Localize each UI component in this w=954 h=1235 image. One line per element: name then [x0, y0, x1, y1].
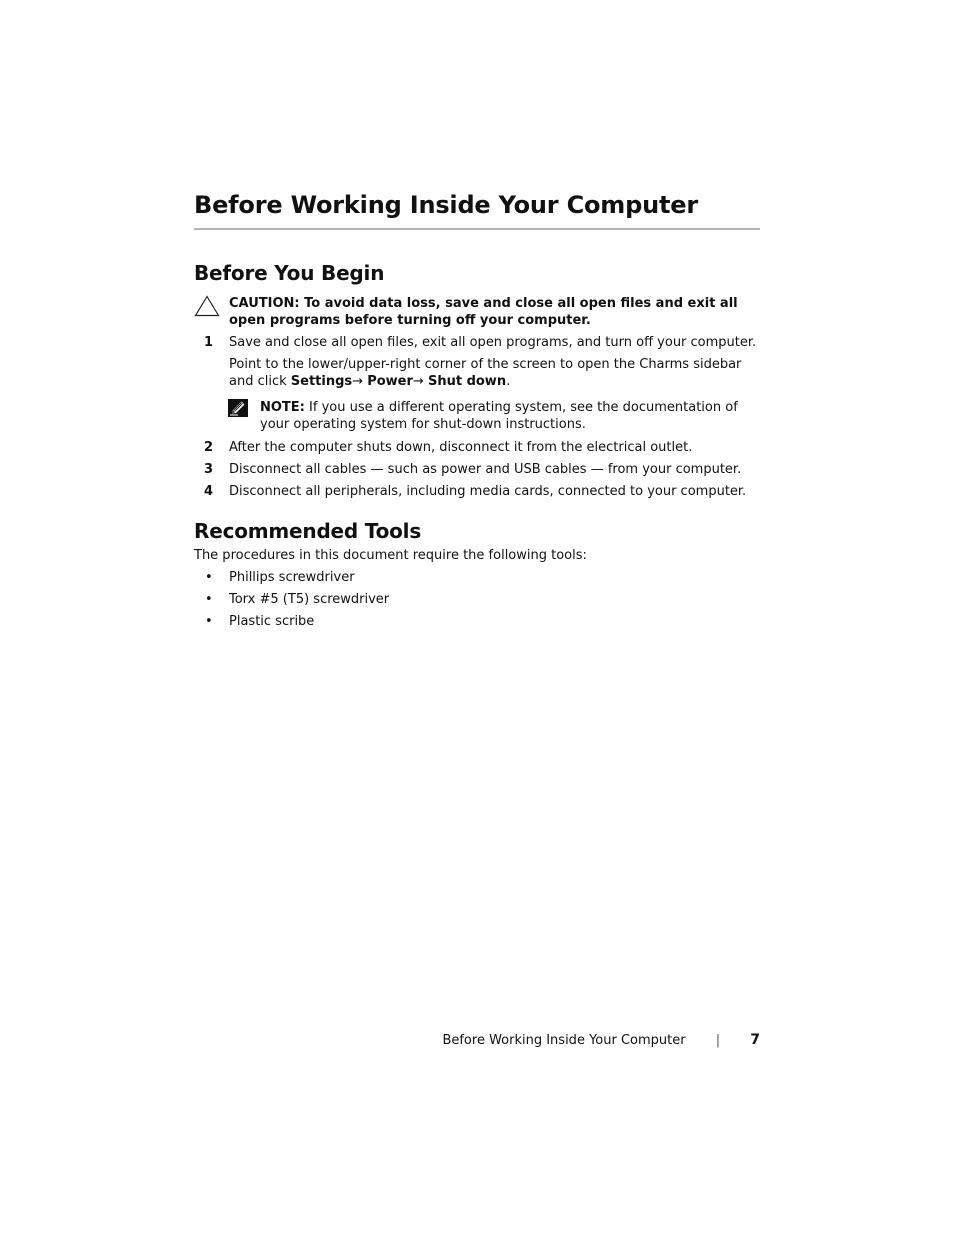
tool-name: Plastic scribe [229, 614, 315, 629]
menu-shut-down: Shut down [427, 374, 507, 389]
step-item [194, 461, 760, 478]
menu-settings: Settings [290, 374, 353, 389]
arrow-symbol: → [352, 374, 364, 389]
footer-separator: | [715, 1033, 721, 1048]
step-text: After the computer shuts down, disconnect it from the electrical outlet. [229, 440, 693, 455]
footer-title: Before Working Inside Your Computer [442, 1033, 686, 1048]
list-item [194, 613, 760, 630]
note-pencil-icon [228, 399, 248, 417]
tools-intro: The procedures in this document require the following tools: [194, 548, 587, 563]
note-label: NOTE: [260, 400, 305, 415]
detail-period: . [506, 374, 511, 389]
step-item [194, 439, 760, 456]
step-1-detail [194, 356, 760, 390]
page-number: 7 [750, 1032, 760, 1048]
tool-name: Torx #5 (T5) screwdriver [229, 592, 390, 607]
step-number: 4 [204, 484, 214, 499]
step-text: Save and close all open files, exit all open programs, and turn off your computer. [229, 335, 757, 350]
caution-block [194, 295, 760, 329]
step-number: 3 [204, 462, 214, 477]
steps-list [194, 334, 760, 500]
menu-power: Power [367, 374, 413, 389]
list-item [194, 569, 760, 586]
step-item [194, 483, 760, 500]
section-title-before-you-begin: Before You Begin [194, 261, 385, 285]
note-text: If you use a different operating system, see the documentation of your operating system for shut-down instructions. [260, 400, 738, 432]
section-title-recommended-tools: Recommended Tools [194, 519, 422, 543]
bullet-symbol: • [205, 570, 213, 585]
bullet-symbol: • [205, 614, 213, 629]
caution-triangle-icon [194, 295, 220, 317]
page-footer [442, 1031, 760, 1050]
page-content [194, 189, 760, 635]
step-number: 2 [204, 440, 214, 455]
bullet-symbol: • [205, 592, 213, 607]
caution-text: CAUTION: To avoid data loss, save and close all open files and exit all open programs before turning off your computer. [229, 296, 738, 328]
page-title: Before Working Inside Your Computer [194, 189, 760, 230]
arrow-symbol: → [412, 374, 424, 389]
step-text: Disconnect all cables — such as power and USB cables — from your computer. [229, 462, 742, 477]
step-number: 1 [204, 335, 214, 350]
note-block [194, 399, 760, 433]
step-text: Disconnect all peripherals, including media cards, connected to your computer. [229, 484, 747, 499]
detail-prefix: Point to the lower/upper-right corner of the screen to open the Charms sidebar and click [229, 357, 742, 389]
list-item [194, 591, 760, 608]
tool-name: Phillips screwdriver [229, 570, 355, 585]
step-item [194, 334, 760, 351]
tools-list [194, 569, 760, 630]
